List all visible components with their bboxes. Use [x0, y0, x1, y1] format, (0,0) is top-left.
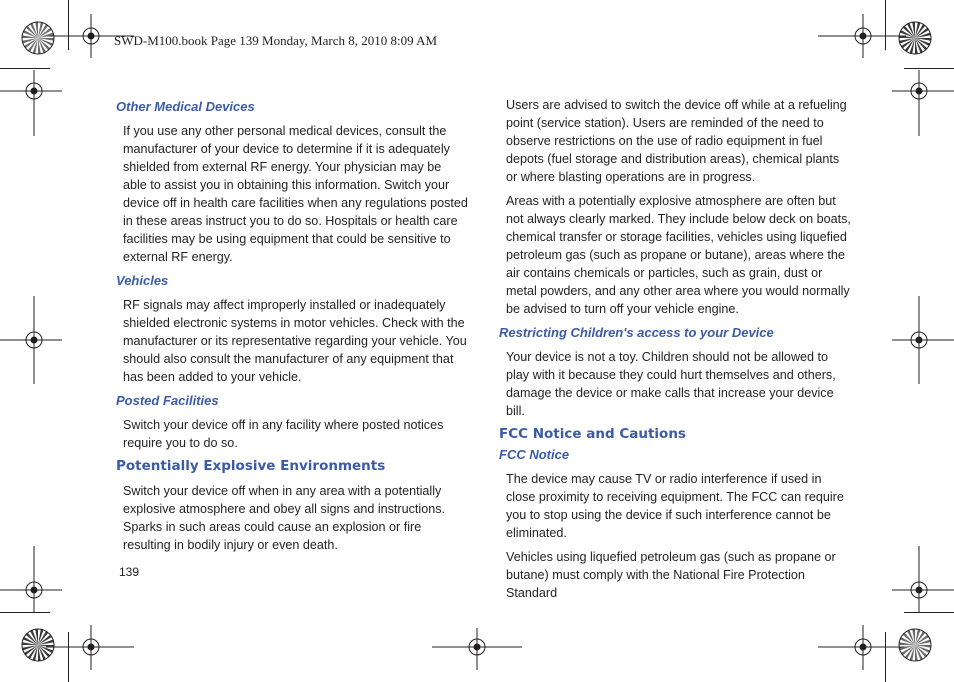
explosive-environments-text: Switch your device off when in any area with a potentially explosive atmosphere and obey all signs and instructions. Sparks in such areas could cause an explosion or fire resulting in bodily injury or even death.: [123, 484, 446, 552]
posted-facilities-text: Switch your device off in any facility where posted notices require you to do so.: [123, 418, 444, 450]
refueling-text: Users are advised to switch the device off while at a refueling point (service station). Users are reminded of the need to observe restrictions on the use of radio equipment in fuel depots (fuel storage and distribution areas), chemical plants or where blasting operations are in progress.: [506, 98, 847, 184]
other-medical-devices-text: If you use any other personal medical devices, consult the manufacturer of your device to determine if it is adequately shielded from external RF energy. Your physician may be able to assist you in obtaining this information. Switch your device off in health care facilities when any regulations posted in these areas instruct you to do so. Hospitals or health care facilities may be using equipment that could be sensitive to external RF energy.: [123, 124, 468, 264]
star-target-top-right: [899, 22, 931, 54]
vehicles-text: RF signals may affect improperly installed or inadequately shielded electronic systems in motor vehicles. Check with the manufacturer or its representative regarding your vehicle. You should also consult the manufacturer of any equipment that has been added to your vehicle.: [123, 298, 467, 384]
left-column: [116, 96, 468, 558]
lpg-vehicles-text: Vehicles using liquefied petroleum gas (such as propane or butane) must comply with the National Fire Protection Standard: [506, 550, 836, 600]
explosive-environments-heading: Potentially Explosive Environments: [116, 458, 386, 474]
page-number: 139: [119, 565, 140, 579]
print-header: SWD-M100.book Page 139 Monday, March 8, 2010 8:09 AM: [114, 33, 438, 48]
explosive-areas-text: Areas with a potentially explosive atmosphere are often but not always clearly marked. They include below deck on boats, chemical transfer or storage facilities, vehicles using liquefied petroleum gas (such as propane or butane), areas where the air contains chemicals or particles, such as grain, dust or metal powders, and any other area where you would normally be advised to turn off your vehicle engine.: [506, 194, 851, 316]
other-medical-devices-heading: Other Medical Devices: [116, 99, 255, 114]
vehicles-heading: Vehicles: [116, 273, 169, 288]
star-target-bottom-left: [22, 629, 54, 661]
fcc-notice-text: The device may cause TV or radio interference if used in close proximity to receiving equipment. The FCC can require you to stop using the device if such interference cannot be eliminated.: [506, 472, 844, 540]
restricting-children-heading: Restricting Children's access to your Device: [499, 325, 774, 340]
star-target-bottom-right: [899, 629, 931, 661]
right-column: [499, 96, 851, 606]
posted-facilities-heading: Posted Facilities: [116, 393, 219, 408]
star-target-top-left: [22, 22, 54, 54]
restricting-children-text: Your device is not a toy. Children should not be allowed to play with it because they could hurt themselves and others, damage the device or make calls that increase your device bill.: [506, 350, 836, 418]
fcc-notice-heading: FCC Notice: [499, 447, 570, 462]
fcc-notice-cautions-heading: FCC Notice and Cautions: [499, 426, 686, 442]
